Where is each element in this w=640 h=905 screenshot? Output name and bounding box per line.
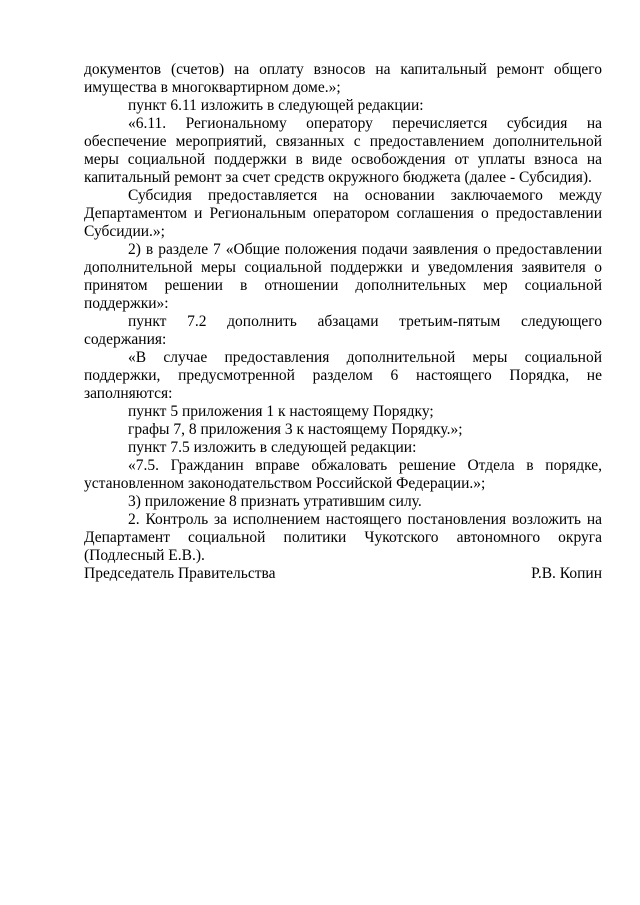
paragraph-2: «6.11. Региональному оператору перечисляется субсидия на обеспечение мероприятий, связанных с предоставлением дополнительной меры социальной поддержки в виде освобождения от уплаты взноса на капитальный ремонт за счет средств окружного бюджета (далее - Субсидия).: [84, 115, 602, 186]
paragraph-7: пункт 5 приложения 1 к настоящему Порядку;: [128, 403, 434, 420]
signature-name: Р.В. Копин: [531, 565, 602, 582]
document-body: [84, 61, 602, 565]
paragraph-11: 3) приложение 8 признать утратившим силу.: [128, 493, 422, 510]
paragraph-10: «7.5. Гражданин вправе обжаловать решение Отдела в порядке, установленном законодательством Российской Федерации.»;: [84, 457, 602, 492]
signature-position: Председатель Правительства: [84, 565, 276, 582]
paragraph-8: графы 7, 8 приложения 3 к настоящему Порядку.»;: [128, 421, 463, 438]
paragraph-12: 2. Контроль за исполнением настоящего постановления возложить на Департамент социальной политики Чукотского автономного округа (Подлесный Е.В.).: [84, 511, 602, 564]
paragraph-4: 2) в разделе 7 «Общие положения подачи заявления о предоставлении дополнительной меры социальной поддержки и уведомления заявителя о принятом решении в отношении дополнительных мер социальной поддержки»:: [84, 241, 602, 312]
paragraph-0: документов (счетов) на оплату взносов на капитальный ремонт общего имущества в многоквартирном доме.»;: [84, 61, 602, 96]
paragraph-6: «В случае предоставления дополнительной меры социальной поддержки, предусмотренной разделом 6 настоящего Порядка, не заполняются:: [84, 349, 602, 402]
paragraph-5: пункт 7.2 дополнить абзацами третьим-пятым следующего содержания:: [84, 313, 602, 348]
paragraph-1: пункт 6.11 изложить в следующей редакции:: [128, 97, 424, 114]
paragraph-3: Субсидия предоставляется на основании заключаемого между Департаментом и Региональным оператором соглашения о предоставлении Субсидии.»;: [84, 187, 602, 240]
paragraph-9: пункт 7.5 изложить в следующей редакции:: [128, 439, 417, 456]
signature-block: [84, 565, 602, 583]
